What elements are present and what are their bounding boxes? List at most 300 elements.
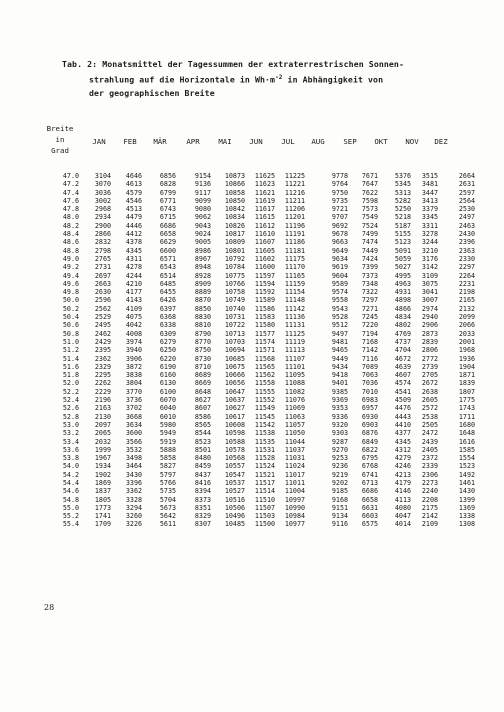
value-cell: 7499	[361, 230, 378, 239]
value-cell: 8480	[194, 454, 211, 463]
value-cell: 2672	[421, 379, 438, 388]
value-cell: 6279	[159, 337, 176, 346]
value-cell: 9574	[331, 288, 348, 297]
value-cell: 1554	[458, 454, 475, 463]
value-cell: 11531	[254, 445, 275, 454]
value-cell: 2362	[94, 354, 111, 363]
latitude-cell: 51.8	[62, 371, 79, 380]
value-cell: 9151	[331, 503, 348, 512]
value-cell: 2396	[458, 238, 475, 247]
value-cell: 3210	[421, 246, 438, 255]
value-cell: 2562	[94, 304, 111, 313]
table-row	[0, 305, 504, 313]
value-cell: 4963	[394, 279, 411, 288]
table-row	[0, 222, 504, 230]
value-cell: 3294	[125, 503, 142, 512]
value-cell: 7116	[361, 354, 378, 363]
value-cell: 2306	[421, 470, 438, 479]
value-cell: 10850	[224, 196, 245, 205]
value-cell: 7220	[361, 321, 378, 330]
value-cell: 5858	[159, 454, 176, 463]
value-cell: 2772	[421, 354, 438, 363]
value-cell: 4443	[394, 412, 411, 421]
table-row	[0, 288, 504, 296]
caption-line-1: Tab. 2: Monatsmittel der Tagessummen der extraterrestrischen Sonnen-	[62, 59, 404, 69]
value-cell: 6575	[361, 520, 378, 529]
latitude-cell: 55.2	[62, 512, 79, 521]
value-cell: 3002	[94, 196, 111, 205]
value-cell: 4704	[394, 346, 411, 355]
month-header-12: DEZ	[434, 137, 448, 146]
value-cell: 7245	[361, 313, 378, 322]
value-cell: 10694	[224, 346, 245, 355]
value-cell: 10866	[224, 180, 245, 189]
value-cell: 11597	[254, 271, 275, 280]
value-cell: 3362	[125, 487, 142, 496]
value-cell: 9663	[331, 238, 348, 247]
month-header-7: JUL	[281, 137, 295, 146]
latitude-cell: 55.0	[62, 503, 79, 512]
value-cell: 2497	[458, 213, 475, 222]
value-cell: 5187	[394, 221, 411, 230]
value-cell: 7622	[361, 188, 378, 197]
value-cell: 8351	[194, 503, 211, 512]
value-cell: 4769	[394, 329, 411, 338]
value-cell: 2405	[421, 445, 438, 454]
value-cell: 11555	[254, 387, 275, 396]
value-cell: 8648	[194, 387, 211, 396]
value-cell: 4898	[394, 296, 411, 305]
value-cell: 11191	[284, 230, 305, 239]
value-cell: 3872	[125, 362, 142, 371]
latitude-cell: 54.6	[62, 487, 79, 496]
value-cell: 9481	[331, 337, 348, 346]
table-row	[0, 487, 504, 495]
value-cell: 4410	[394, 420, 411, 429]
value-cell: 3328	[125, 495, 142, 504]
latitude-cell: 53.8	[62, 454, 79, 463]
value-cell: 11621	[254, 188, 275, 197]
value-cell: 7322	[361, 288, 378, 297]
table-row	[0, 296, 504, 304]
value-cell: 11076	[284, 396, 305, 405]
value-cell: 9528	[331, 313, 348, 322]
value-cell: 2564	[458, 196, 475, 205]
value-cell: 1338	[458, 512, 475, 521]
value-cell: 2175	[421, 503, 438, 512]
value-cell: 8394	[194, 487, 211, 496]
value-cell: 8586	[194, 412, 211, 421]
value-cell: 11017	[284, 470, 305, 479]
table-row	[0, 512, 504, 520]
value-cell: 5155	[394, 230, 411, 239]
value-cell: 10608	[224, 420, 245, 429]
latitude-cell: 50.6	[62, 321, 79, 330]
value-cell: 1775	[458, 396, 475, 405]
value-cell: 9080	[194, 205, 211, 214]
latitude-cell: 52.6	[62, 404, 79, 413]
value-cell: 6856	[159, 172, 176, 180]
value-cell: 4613	[125, 180, 142, 189]
value-cell: 10858	[224, 188, 245, 197]
value-cell: 6397	[159, 304, 176, 313]
caption-line-2-text: strahlung auf die Horizontale in Wh·m	[89, 74, 276, 85]
value-cell: 8459	[194, 462, 211, 471]
value-cell: 4014	[394, 520, 411, 529]
value-cell: 11088	[284, 379, 305, 388]
month-header-4: APR	[186, 137, 200, 146]
value-cell: 3634	[125, 420, 142, 429]
value-cell: 6514	[159, 271, 176, 280]
value-cell: 11583	[254, 313, 275, 322]
value-cell: 6741	[361, 470, 378, 479]
value-cell: 2538	[421, 412, 438, 421]
value-cell: 11605	[254, 246, 275, 255]
value-cell: 9253	[331, 454, 348, 463]
value-cell: 6799	[159, 188, 176, 197]
value-cell: 9778	[331, 172, 348, 180]
value-cell: 2630	[94, 288, 111, 297]
value-cell: 7297	[361, 296, 378, 305]
value-cell: 5888	[159, 445, 176, 454]
value-cell: 3702	[125, 404, 142, 413]
value-cell: 4345	[125, 246, 142, 255]
latitude-cell: 48.6	[62, 238, 79, 247]
value-cell: 11592	[254, 288, 275, 297]
value-cell: 1967	[94, 454, 111, 463]
value-cell: 1680	[458, 420, 475, 429]
value-cell: 6957	[361, 404, 378, 413]
value-cell: 8830	[194, 313, 211, 322]
value-cell: 1999	[94, 445, 111, 454]
table-row	[0, 363, 504, 371]
value-cell: 1492	[458, 470, 475, 479]
value-cell: 11082	[284, 387, 305, 396]
value-cell: 10997	[284, 495, 305, 504]
value-cell: 8710	[194, 362, 211, 371]
table-row	[0, 189, 504, 197]
value-cell: 6455	[159, 288, 176, 297]
table-row	[0, 346, 504, 354]
value-cell: 2109	[421, 520, 438, 529]
value-cell: 10496	[224, 512, 245, 521]
value-cell: 4113	[394, 495, 411, 504]
value-cell: 2032	[94, 437, 111, 446]
latitude-cell: 49.6	[62, 279, 79, 288]
value-cell: 2033	[458, 329, 475, 338]
value-cell: 4607	[394, 371, 411, 380]
value-cell: 6010	[159, 412, 176, 421]
value-cell: 2940	[421, 313, 438, 322]
value-cell: 3600	[125, 429, 142, 438]
value-cell: 8889	[194, 288, 211, 297]
latitude-cell: 48.2	[62, 221, 79, 230]
value-cell: 11063	[284, 412, 305, 421]
value-cell: 4047	[394, 512, 411, 521]
value-cell: 9202	[331, 478, 348, 487]
value-cell: 6130	[159, 379, 176, 388]
value-cell: 10977	[284, 520, 305, 529]
value-cell: 4802	[394, 321, 411, 330]
value-cell: 2765	[94, 254, 111, 263]
value-cell: 9764	[331, 180, 348, 189]
latitude-cell: 48.0	[62, 213, 79, 222]
value-cell: 3430	[125, 470, 142, 479]
value-cell: 9320	[331, 420, 348, 429]
value-cell: 1902	[94, 470, 111, 479]
value-cell: 9336	[331, 412, 348, 421]
value-cell: 6600	[159, 246, 176, 255]
value-cell: 2968	[94, 205, 111, 214]
value-cell: 1773	[94, 503, 111, 512]
value-cell: 5218	[394, 213, 411, 222]
lat-head-line-3: Grad	[51, 146, 69, 155]
value-cell: 9678	[331, 230, 348, 239]
value-cell: 11186	[284, 238, 305, 247]
value-cell: 4177	[125, 288, 142, 297]
table-row	[0, 205, 504, 213]
value-cell: 10666	[224, 371, 245, 380]
value-cell: 10685	[224, 354, 245, 363]
value-cell: 9168	[331, 495, 348, 504]
value-cell: 8948	[194, 263, 211, 272]
value-cell: 1968	[458, 346, 475, 355]
value-cell: 3070	[94, 180, 111, 189]
value-cell: 10516	[224, 495, 245, 504]
value-cell: 11503	[254, 512, 275, 521]
value-cell: 4179	[394, 478, 411, 487]
value-cell: 11044	[284, 437, 305, 446]
value-cell: 10557	[224, 462, 245, 471]
value-cell: 2330	[458, 254, 475, 263]
value-cell: 6828	[159, 180, 176, 189]
month-header-10: OKT	[374, 137, 388, 146]
latitude-cell: 50.4	[62, 313, 79, 322]
value-cell: 11521	[254, 470, 275, 479]
value-cell: 3736	[125, 396, 142, 405]
value-cell: 7424	[361, 254, 378, 263]
value-cell: 3770	[125, 387, 142, 396]
value-cell: 9005	[194, 238, 211, 247]
value-cell: 11580	[254, 321, 275, 330]
value-cell: 10817	[224, 230, 245, 239]
value-cell: 2530	[458, 205, 475, 214]
value-cell: 11552	[254, 396, 275, 405]
value-cell: 9721	[331, 205, 348, 214]
table-row	[0, 404, 504, 412]
value-cell: 6771	[159, 196, 176, 205]
value-cell: 2240	[421, 487, 438, 496]
value-cell: 10568	[224, 454, 245, 463]
value-cell: 3515	[421, 172, 438, 180]
value-cell: 11562	[254, 371, 275, 380]
value-cell: 6426	[159, 296, 176, 305]
value-cell: 6220	[159, 354, 176, 363]
latitude-cell: 52.0	[62, 379, 79, 388]
value-cell: 11225	[284, 172, 305, 180]
value-cell: 8689	[194, 371, 211, 380]
value-cell: 6903	[361, 420, 378, 429]
value-cell: 8730	[194, 354, 211, 363]
value-cell: 1869	[94, 478, 111, 487]
value-cell: 10617	[224, 412, 245, 421]
value-cell: 11514	[254, 487, 275, 496]
value-cell: 6768	[361, 462, 378, 471]
value-cell: 11107	[284, 354, 305, 363]
value-cell: 7194	[361, 329, 378, 338]
value-cell: 3906	[125, 354, 142, 363]
value-cell: 1585	[458, 445, 475, 454]
value-cell: 1308	[458, 520, 475, 529]
value-cell: 4479	[125, 213, 142, 222]
table-row	[0, 172, 504, 180]
value-cell: 7647	[361, 180, 378, 189]
table-row	[0, 330, 504, 338]
value-cell: 4866	[394, 304, 411, 313]
value-cell: 11221	[284, 180, 305, 189]
value-cell: 7063	[361, 371, 378, 380]
value-cell: 2705	[421, 371, 438, 380]
value-cell: 8544	[194, 429, 211, 438]
value-cell: 2430	[458, 230, 475, 239]
value-cell: 11571	[254, 346, 275, 355]
value-cell: 8501	[194, 445, 211, 454]
value-cell: 6309	[159, 329, 176, 338]
value-cell: 6368	[159, 313, 176, 322]
value-cell: 5091	[394, 246, 411, 255]
value-cell: 2873	[421, 329, 438, 338]
value-cell: 2099	[458, 313, 475, 322]
value-cell: 11574	[254, 337, 275, 346]
value-cell: 2066	[458, 321, 475, 330]
value-cell: 9154	[194, 172, 211, 180]
value-cell: 8627	[194, 396, 211, 405]
value-cell: 5376	[394, 172, 411, 180]
latitude-cell: 47.2	[62, 180, 79, 189]
value-cell: 6795	[361, 454, 378, 463]
value-cell: 6070	[159, 396, 176, 405]
value-cell: 11142	[284, 304, 305, 313]
value-cell: 10647	[224, 387, 245, 396]
value-cell: 7549	[361, 213, 378, 222]
value-cell: 2462	[94, 329, 111, 338]
table-row	[0, 247, 504, 255]
value-cell: 3481	[421, 180, 438, 189]
value-cell: 11170	[284, 263, 305, 272]
table-row	[0, 396, 504, 404]
value-cell: 10537	[224, 478, 245, 487]
value-cell: 1523	[458, 462, 475, 471]
value-cell: 9750	[331, 188, 348, 197]
value-cell: 4311	[125, 254, 142, 263]
value-cell: 2934	[94, 213, 111, 222]
value-cell: 5313	[394, 188, 411, 197]
value-cell: 7573	[361, 205, 378, 214]
value-cell: 11602	[254, 254, 275, 263]
page-number: 28	[44, 603, 55, 612]
value-cell: 11612	[254, 221, 275, 230]
value-cell: 1648	[458, 429, 475, 438]
value-cell: 2295	[94, 371, 111, 380]
value-cell: 9303	[331, 429, 348, 438]
latitude-cell: 47.8	[62, 205, 79, 214]
value-cell: 1837	[94, 487, 111, 496]
value-cell: 11175	[284, 254, 305, 263]
value-cell: 6338	[159, 321, 176, 330]
value-cell: 11095	[284, 371, 305, 380]
latitude-cell: 52.2	[62, 387, 79, 396]
value-cell: 10703	[224, 337, 245, 346]
value-cell: 2329	[94, 362, 111, 371]
table-row	[0, 379, 504, 387]
value-cell: 2806	[421, 346, 438, 355]
value-cell: 11545	[254, 412, 275, 421]
value-cell: 6743	[159, 205, 176, 214]
value-cell: 11011	[284, 478, 305, 487]
value-cell: 11619	[254, 196, 275, 205]
value-cell: 11069	[284, 404, 305, 413]
latitude-cell: 52.4	[62, 396, 79, 405]
latitude-cell: 54.4	[62, 478, 79, 487]
value-cell: 6713	[361, 478, 378, 487]
latitude-cell: 51.6	[62, 362, 79, 371]
value-cell: 9385	[331, 387, 348, 396]
month-header-2: FEB	[123, 137, 137, 146]
value-cell: 7399	[361, 263, 378, 272]
value-cell: 11538	[254, 429, 275, 438]
value-cell: 9219	[331, 470, 348, 479]
value-cell: 8416	[194, 478, 211, 487]
value-cell: 4574	[394, 379, 411, 388]
value-cell: 11196	[284, 221, 305, 230]
value-cell: 7036	[361, 379, 378, 388]
value-cell: 2297	[458, 263, 475, 272]
value-cell: 2439	[421, 437, 438, 446]
table-row	[0, 462, 504, 470]
value-cell: 4143	[125, 296, 142, 305]
value-cell: 4312	[394, 445, 411, 454]
value-cell: 4513	[125, 205, 142, 214]
value-cell: 4279	[394, 454, 411, 463]
value-cell: 5980	[159, 420, 176, 429]
value-cell: 1904	[458, 362, 475, 371]
value-cell: 1711	[458, 412, 475, 421]
latitude-cell: 54.8	[62, 495, 79, 504]
value-cell: 10731	[224, 313, 245, 322]
table-row	[0, 321, 504, 329]
value-cell: 5642	[159, 512, 176, 521]
latitude-cell: 48.4	[62, 230, 79, 239]
value-cell: 3566	[125, 437, 142, 446]
value-cell: 4646	[125, 172, 142, 180]
value-cell: 6629	[159, 238, 176, 247]
value-cell: 7142	[361, 346, 378, 355]
value-cell: 4931	[394, 288, 411, 297]
latitude-cell: 54.0	[62, 462, 79, 471]
value-cell: 11148	[284, 296, 305, 305]
value-cell: 5059	[394, 254, 411, 263]
table-row	[0, 371, 504, 379]
value-cell: 10506	[224, 503, 245, 512]
caption-line-2	[62, 71, 462, 87]
value-cell: 6543	[159, 263, 176, 272]
value-cell: 3142	[421, 263, 438, 272]
value-cell: 6876	[361, 429, 378, 438]
table-row	[0, 180, 504, 188]
value-cell: 2597	[458, 188, 475, 197]
table-row	[0, 355, 504, 363]
caption-line-2-end: in Abhängigkeit von	[282, 74, 384, 85]
